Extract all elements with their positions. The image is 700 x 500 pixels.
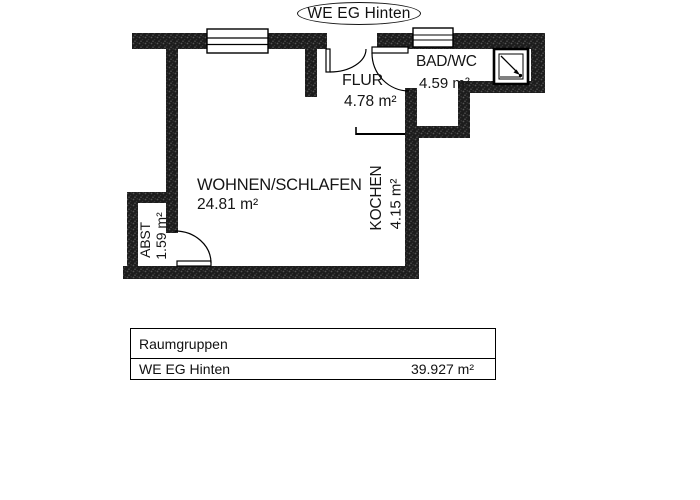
wall-bottom xyxy=(123,266,419,279)
room-area-bad-wc: 4.59 m² xyxy=(419,75,470,92)
room-area-flur: 4.78 m² xyxy=(344,93,397,110)
table-header-label: Raumgruppen xyxy=(139,335,228,352)
room-label-flur: FLUR xyxy=(342,72,383,89)
walls xyxy=(123,33,545,279)
table-header-row xyxy=(131,329,495,359)
entrance-door-icon xyxy=(326,49,366,72)
room-label-kochen: KOCHEN xyxy=(368,165,385,231)
plan-title-text: WE EG Hinten xyxy=(307,4,411,22)
table-row-label: WE EG Hinten xyxy=(139,361,231,377)
wall-flur-stub xyxy=(305,49,317,97)
table-row xyxy=(131,359,495,379)
wall-kochen-east xyxy=(405,126,419,279)
window-icon xyxy=(413,28,453,47)
room-label-bad-wc: BAD/WC xyxy=(416,53,477,70)
room-label-wohnen-schlafen: WOHNEN/SCHLAFEN xyxy=(197,176,362,194)
wall-abst-north xyxy=(127,192,178,203)
wall-west xyxy=(166,49,178,233)
storage-door-icon xyxy=(175,231,211,266)
room-area-wohnen-schlafen: 24.81 m² xyxy=(197,196,259,213)
room-area-kochen: 4.15 m² xyxy=(387,178,405,230)
window-icon xyxy=(207,29,268,53)
shower-icon xyxy=(494,49,528,84)
passage-line xyxy=(356,127,405,135)
table-row-value: 39.927 m² xyxy=(410,361,474,377)
room-groups-table xyxy=(130,328,496,380)
plan-title xyxy=(297,2,421,25)
room-label-abst: ABST xyxy=(137,222,153,258)
room-area-abst: 1.59 m² xyxy=(153,212,169,260)
